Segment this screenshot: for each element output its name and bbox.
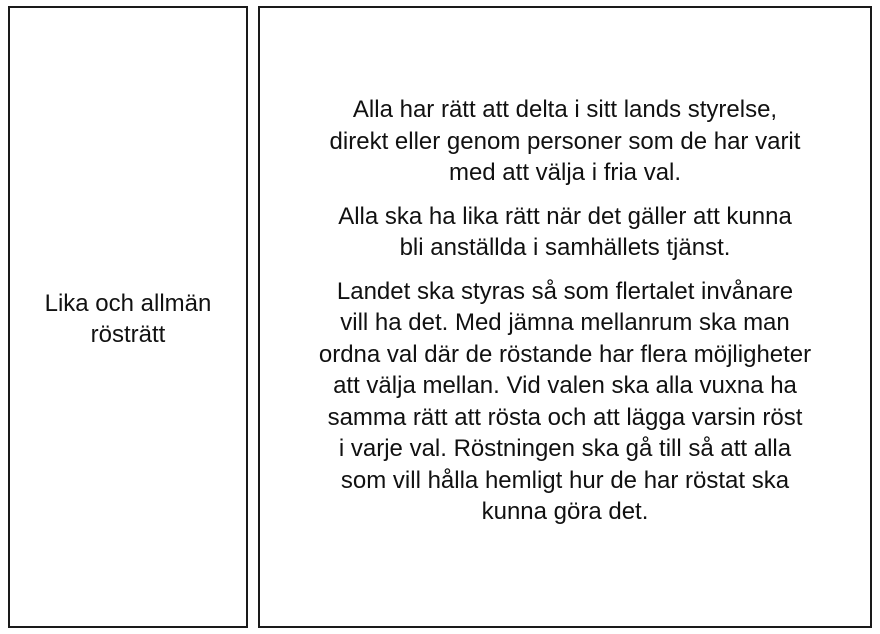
text-line: som vill hålla hemligt hur de har röstat ska [340,466,790,494]
text-line: Alla ska ha lika rätt när det gäller att kunna [338,202,792,230]
topic-label-line: rösträtt [90,321,166,348]
description-text [276,94,854,528]
text-line: ordna val där de röstande har flera möjligheter [318,340,812,368]
text-line: vill ha det. Med jämna mellanrum ska man [340,309,790,336]
topic-card [8,6,248,628]
text-line: direkt eller genom personer som de har varit [329,127,801,155]
paragraph-participation [276,94,854,189]
description-card [258,6,872,628]
text-line: i varje val. Röstningen ska gå till så att alla [338,435,792,462]
topic-label-line: Lika och allmän [44,290,212,317]
text-line: kunna göra det. [481,498,649,525]
topic-label [18,288,238,350]
paragraph-public-service [276,201,854,264]
paragraph-elections [276,276,854,528]
text-line: Landet ska styras så som flertalet invånare [336,277,794,305]
text-line: bli anställda i samhällets tjänst. [399,234,731,261]
text-line: samma rätt att rösta och att lägga varsin röst [327,403,803,431]
text-line: att välja mellan. Vid valen ska alla vuxna ha [333,372,797,399]
text-line: med att välja i fria val. [448,159,682,186]
text-line: Alla har rätt att delta i sitt lands styrelse, [352,96,778,123]
